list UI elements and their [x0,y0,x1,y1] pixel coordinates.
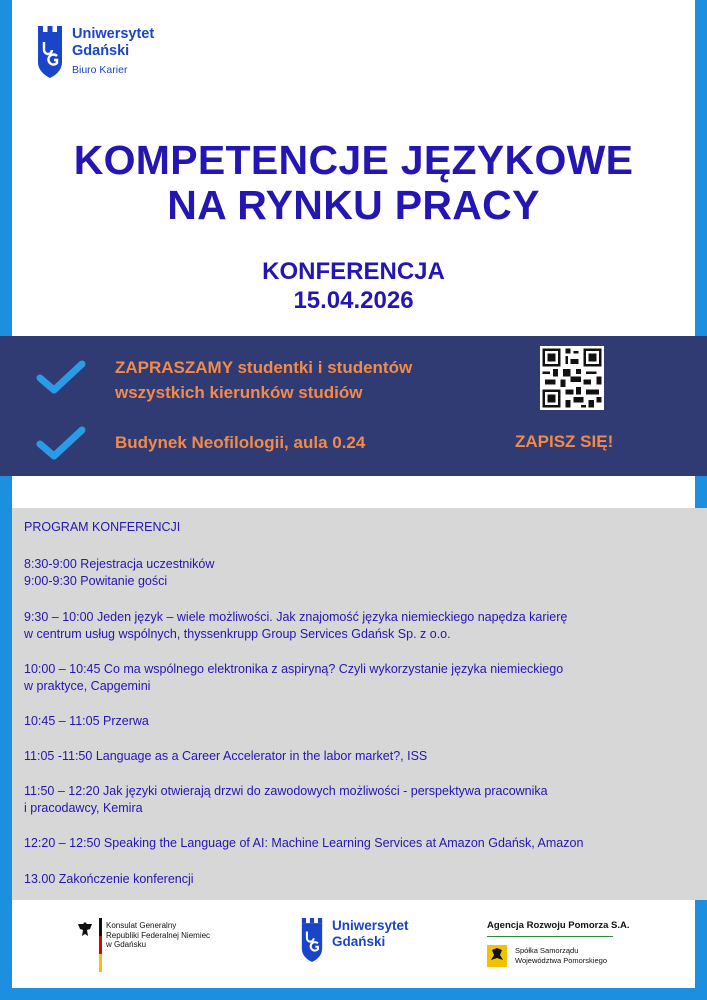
footer-university-logo [300,918,409,962]
arp-sub-line2: Województwa Pomorskiego [515,956,607,965]
logo-line1: Uniwersytet [72,26,155,42]
program-line: 12:20 – 12:50 Speaking the Language of AI: Machine Learning Services at Amazon Gdańsk, Amazon [24,836,584,850]
program-line: 10:00 – 10:45 Co ma wspólnego elektronika z aspiryną? Czyli wykorzystanie języka niemieckiego [24,662,564,676]
program-line: 9:30 – 10:00 Jeden język – wiele możliwości. Jak znajomość języka niemieckiego napędza karierę [24,610,568,624]
program-line: 10:45 – 11:05 Przerwa [24,714,149,728]
arp-title: Agencja Rozwoju Pomorza S.A. [487,920,630,931]
logo-line2: Gdański [72,43,130,59]
checkmark-icon [36,424,86,462]
program-line: w centrum usług wspólnych, thyssenkrupp Group Services Gdańsk Sp. z o.o. [24,627,451,641]
invite-line2: wszystkich kierunków studiów [115,383,363,402]
ug-shield-icon [300,918,324,962]
arp-divider [487,936,613,937]
logo-line3: Biuro Karier [72,64,128,76]
footer-logo-line2: Gdański [332,934,386,949]
program-line: 11:05 -11:50 Language as a Career Accelerator in the labor market?, ISS [24,749,428,763]
consulate-text [106,921,210,950]
title-line1: KOMPETENCJE JĘZYKOWE [73,137,634,183]
conference-date [0,257,707,315]
program-line: 9:00-9:30 Powitanie gości [24,574,168,588]
program-line: 8:30-9:00 Rejestracja uczestników [24,557,215,571]
program-line: 11:50 – 12:20 Jak języki otwierają drzwi do zawodowych możliwości - perspektywa pracownika [24,784,548,798]
consul-line1: Konsulat Generalny [106,921,177,930]
checkmark-icon [36,358,86,396]
german-eagle-icon [77,921,93,939]
university-logo [36,26,154,78]
title-line2: NA RYNKU PRACY [167,182,540,228]
location-text: Budynek Neofilologii, aula 0.24 [115,433,366,452]
program-heading: PROGRAM KONFERENCJI [24,520,181,534]
program-line: w praktyce, Capgemini [24,679,151,693]
subtitle-line1: KONFERENCJA [262,258,445,285]
footer-logo-line1: Uniwersytet [332,918,409,933]
invite-line1: ZAPRASZAMY studentki i studentów [115,358,413,377]
arp-sub-line1: Spółka Samorządu [515,946,579,955]
invite-text [115,355,412,405]
qr-code-icon[interactable] [540,346,604,410]
consul-line2: Republiki Federalnej Niemiec [106,930,211,940]
consul-line3: w Gdańsku [106,940,147,949]
pomorskie-emblem-icon [487,945,507,967]
ug-shield-icon [36,26,64,78]
program-line: i pracodawcy, Kemira [24,801,143,815]
signup-label[interactable]: ZAPISZ SIĘ! [515,432,614,451]
page-title [0,138,707,228]
subtitle-line2: 15.04.2026 [293,287,414,314]
program-line: 13.00 Zakończenie konferencji [24,872,194,886]
arp-subtitle [515,946,607,966]
german-flag-stripe [99,918,102,972]
